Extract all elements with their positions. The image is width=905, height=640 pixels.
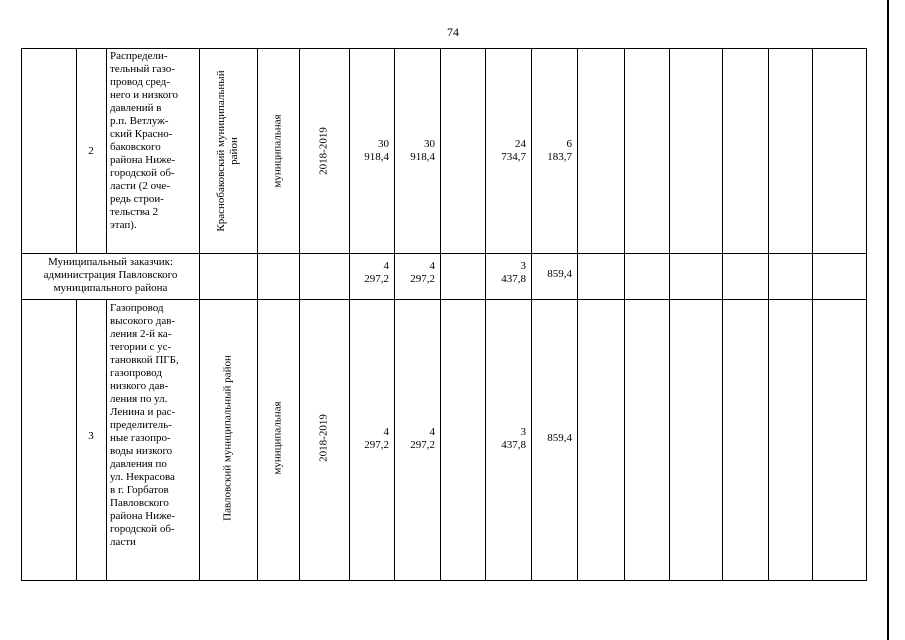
value-total: 4 297,2 [364, 426, 389, 451]
value-2018: 30 918,4 [410, 138, 435, 163]
implementation-period: 2018-2019 [317, 127, 330, 175]
page-edge [887, 0, 889, 640]
value-total: 30 918,4 [364, 138, 389, 163]
row-number: 3 [88, 430, 94, 442]
object-name: Распредели- тельный газо- провод сред- него и низкого давлений в р.п. Ветлуж- ский Красно- баковского района Ниже- городской об- ласти (2 оче- редь строи- тельства 2 этап). [110, 50, 179, 231]
object-name: Газопровод высокого дав- ления 2-й ка- тегории с ус- тановкой ПГБ, газопровод низкого дав- ления по ул. Ленина и рас- пределитель- ные газопро- воды низкого давления по ул. Некрасова в г. Горбатов Павловского района Ниже- городской об- ласти [110, 302, 179, 548]
ownership-type: муниципальная [271, 114, 284, 188]
value-local: 859,4 [547, 432, 572, 444]
page-number: 74 [447, 25, 459, 39]
ownership-type: муниципальная [271, 401, 284, 475]
implementation-period: 2018-2019 [317, 414, 330, 462]
value-local: 6 183,7 [547, 138, 572, 163]
customer-value-local: 859,4 [547, 268, 572, 280]
value-regional: 3 437,8 [501, 426, 526, 451]
row-number: 2 [88, 145, 94, 157]
customer-value-regional: 3 437,8 [501, 260, 526, 285]
value-2018: 4 297,2 [410, 426, 435, 451]
customer-value-2018: 4 297,2 [410, 260, 435, 285]
district-name: Краснобаковский муниципальный район [215, 70, 240, 232]
district-name: Павловский муниципальный район [221, 355, 234, 521]
customer-label: Муниципальный заказчик: администрация Павловского муниципального района [43, 256, 178, 294]
customer-value-total: 4 297,2 [364, 260, 389, 285]
value-regional: 24 734,7 [501, 138, 526, 163]
